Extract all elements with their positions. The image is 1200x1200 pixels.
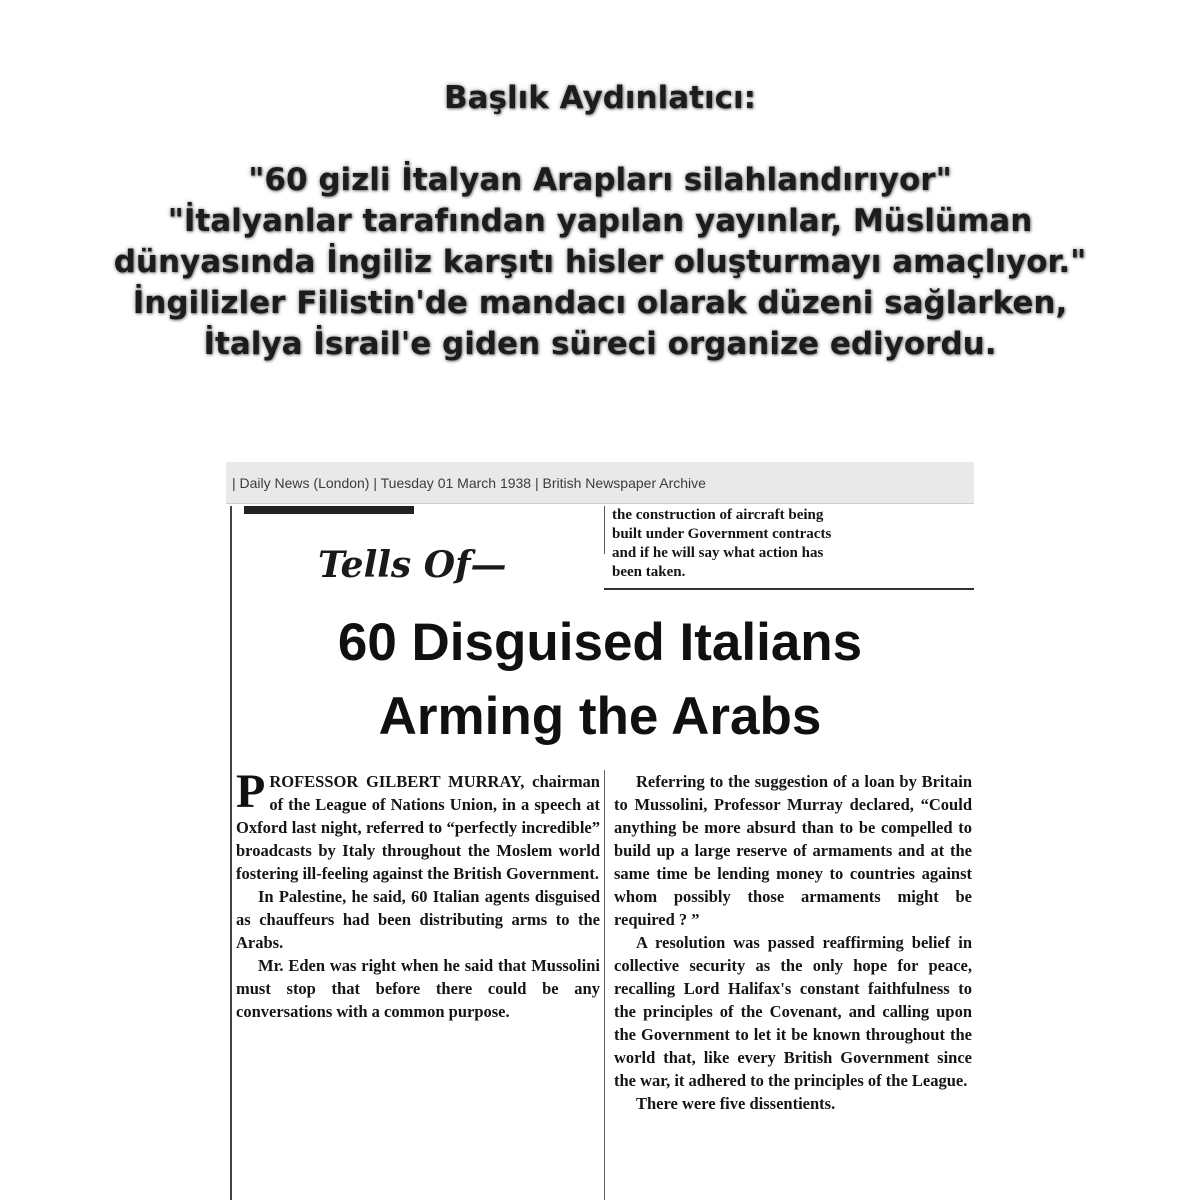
photo-edge — [244, 506, 414, 514]
headline-line: Arming the Arabs — [378, 687, 822, 746]
caption-line: dünyasında İngiliz karşıtı hisler oluşturmayı amaçlıyor." — [113, 244, 1087, 280]
box-line: been taken. — [612, 564, 686, 580]
box-line: built under Government contracts — [612, 526, 832, 542]
paragraph: Mr. Eden was right when he said that Mussolini must stop that before there could be any conversations with a common purpose. — [236, 956, 600, 1021]
caption-line: "60 gizli İtalyan Arapları silahlandırıyor" — [248, 162, 952, 198]
caption-block — [40, 78, 1160, 365]
right-column — [614, 770, 972, 1115]
caption-title: Başlık Aydınlatıcı: — [443, 80, 757, 116]
left-column — [236, 765, 600, 1023]
caption-line: "İtalyanlar tarafından yapılan yayınlar, Müslüman — [167, 203, 1033, 239]
kicker-heading: Tells Of— — [318, 544, 507, 586]
paragraph-text: ROFESSOR GILBERT MURRAY, chairman of the League of Nations Union, in a speech at Oxford last night, referred to “perfectly incredible” broadcasts by Italy throughout the Moslem world fostering ill-feeling against the British Government. — [236, 772, 600, 883]
box-line: and if he will say what action has — [612, 545, 824, 561]
box-column-rule — [604, 506, 605, 554]
paragraph: In Palestine, he said, 60 Italian agents disguised as chauffeurs had been distributing arms to the Arabs. — [236, 887, 600, 952]
parliament-box-text — [612, 506, 972, 582]
drop-cap: P — [236, 765, 266, 818]
newspaper-clipping — [226, 462, 974, 1200]
headline-line: 60 Disguised Italians — [337, 613, 863, 672]
caption-line: İtalya İsrail'e giden süreci organize ediyordu. — [203, 326, 997, 362]
column-divider — [604, 770, 605, 1200]
paragraph — [236, 765, 600, 885]
box-line: the construction of aircraft being — [612, 507, 824, 523]
archive-source-bar: | Daily News (London) | Tuesday 01 March 1938 | British Newspaper Archive — [226, 462, 974, 504]
caption-line: İngilizler Filistin'de mandacı olarak düzeni sağlarken, — [132, 285, 1068, 321]
paragraph: A resolution was passed reaffirming belief in collective security as the only hope for peace, recalling Lord Halifax's constant faithfulness to the principles of the Covenant, and calling upon the Government to let it be known throughout the world that, like every British Government since the war, it adhered to the principles of the League. — [614, 933, 972, 1090]
paragraph: Referring to the suggestion of a loan by Britain to Mussolini, Professor Murray declared, “Could anything be more absurd than to be compelled to build up a large reserve of armaments and at the same time be lending money to countries against whom possibly those armaments might be required ? ” — [614, 772, 972, 929]
box-bottom-rule — [604, 588, 974, 590]
paragraph: There were five dissentients. — [636, 1094, 836, 1113]
article-headline — [226, 606, 974, 754]
